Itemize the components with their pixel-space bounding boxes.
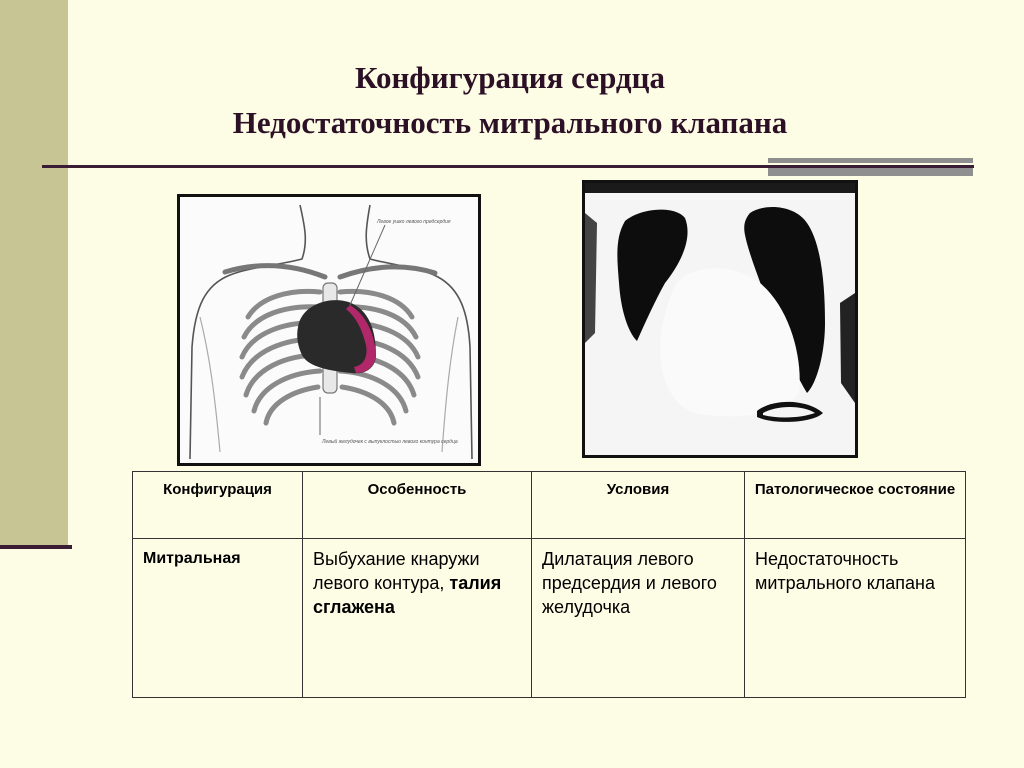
sidebar-accent-line bbox=[0, 545, 72, 549]
sidebar-decoration bbox=[0, 0, 68, 548]
configuration-table bbox=[132, 471, 966, 698]
cell-feature bbox=[303, 539, 532, 698]
slide-title-line-1: Конфигурация сердца bbox=[355, 60, 665, 95]
slide-title bbox=[90, 55, 930, 145]
diagram-caption-bottom: Левый желудочек с выпуклостью левого контура сердца bbox=[322, 439, 458, 445]
header-feature: Особенность bbox=[303, 472, 532, 539]
table-header-row bbox=[133, 472, 966, 539]
cell-feature-text: Выбухание кнаружи левого контура, bbox=[313, 549, 480, 593]
xray-illustration bbox=[585, 183, 855, 455]
chest-heart-illustration bbox=[180, 197, 478, 463]
table-row bbox=[133, 539, 966, 698]
cell-feature-emphasis: талия сглажена bbox=[313, 573, 502, 617]
header-configuration: Конфигурация bbox=[133, 472, 303, 539]
cell-conditions: Дилатация левого предсердия и левого желудочка bbox=[532, 539, 745, 698]
diagram-caption-top: Левое ушко левого предсердия bbox=[377, 219, 451, 225]
cell-configuration: Митральная bbox=[133, 539, 303, 698]
header-pathology: Патологическое состояние bbox=[745, 472, 966, 539]
title-divider bbox=[42, 165, 974, 168]
cell-pathology: Недостаточность митрального клапана bbox=[745, 539, 966, 698]
header-conditions: Условия bbox=[532, 472, 745, 539]
slide-title-line-2: Недостаточность митрального клапана bbox=[232, 105, 788, 140]
chest-heart-diagram bbox=[177, 194, 481, 466]
chest-xray-image bbox=[582, 180, 858, 458]
